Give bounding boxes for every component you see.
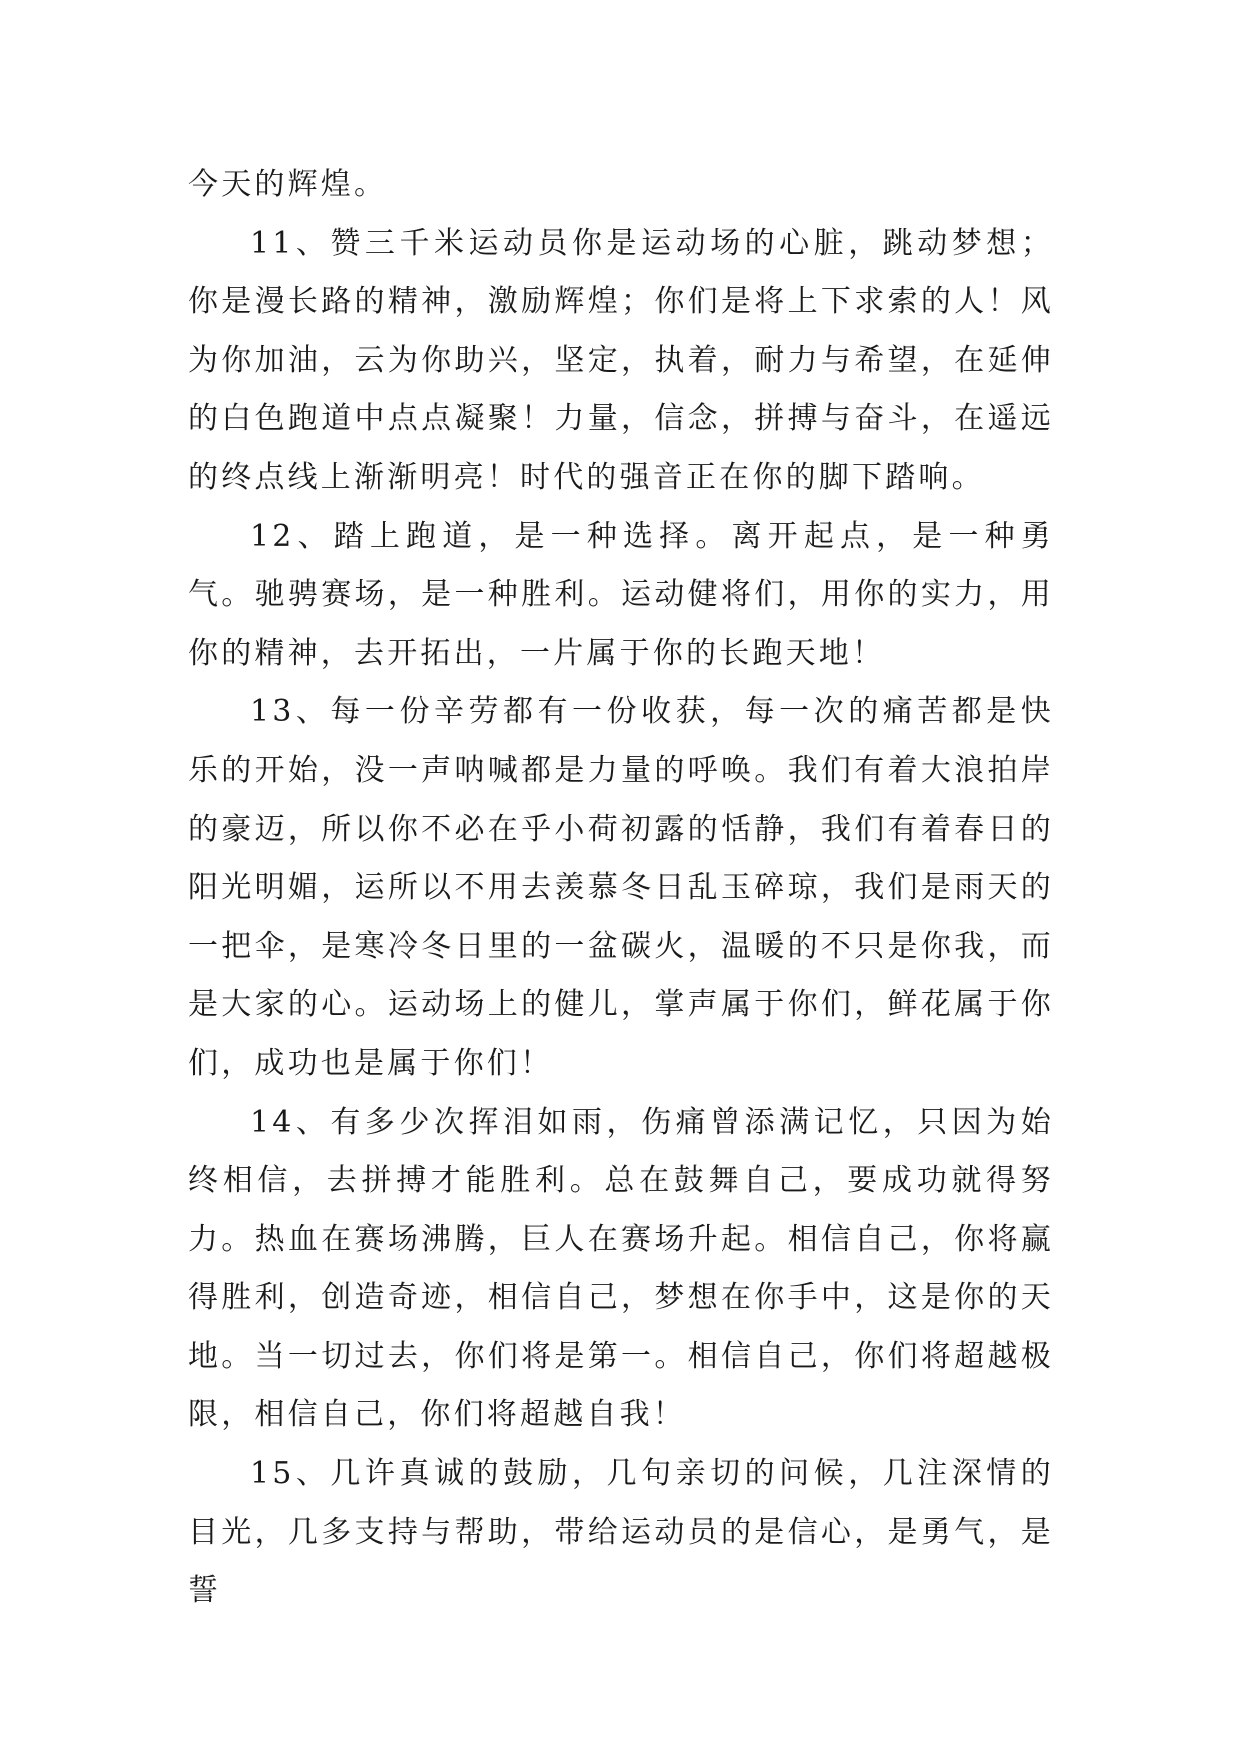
paragraph-11: 11、赞三千米运动员你是运动场的心脏，跳动梦想；你是漫长路的精神，激励辉煌；你们是将上下求索的人！风为你加油，云为你助兴，坚定，执着，耐力与希望，在延伸的白色跑道中点点凝聚！力量，信念，拼搏与奋斗，在遥远的终点线上渐渐明亮！时代的强音正在你的脚下踏响。 bbox=[188, 225, 1054, 495]
paragraph-12: 12、踏上跑道，是一种选择。离开起点，是一种勇气。驰骋赛场，是一种胜利。运动健将们，用你的实力，用你的精神，去开拓出，一片属于你的长跑天地！ bbox=[188, 518, 1054, 671]
document-body bbox=[188, 156, 1054, 1621]
paragraph-13: 13、每一份辛劳都有一份收获，每一次的痛苦都是快乐的开始，没一声呐喊都是力量的呼唤。我们有着大浪拍岸的豪迈，所以你不必在乎小荷初露的恬静，我们有着春日的阳光明媚，运所以不用去羡慕冬日乱玉碎琼，我们是雨天的一把伞，是寒冷冬日里的一盆碳火，温暖的不只是你我，而是大家的心。运动场上的健儿，掌声属于你们，鲜花属于你们，成功也是属于你们！ bbox=[188, 694, 1054, 1081]
paragraph-continued: 今天的辉煌。 bbox=[188, 167, 388, 202]
paragraph-15: 15、几许真诚的鼓励，几句亲切的问候，几注深情的目光，几多支持与帮助，带给运动员的是信心，是勇气，是誓 bbox=[188, 1456, 1054, 1609]
paragraph-14: 14、有多少次挥泪如雨，伤痛曾添满记忆，只因为始终相信，去拼搏才能胜利。总在鼓舞自己，要成功就得努力。热血在赛场沸腾，巨人在赛场升起。相信自己，你将赢得胜利，创造奇迹，相信自己，梦想在你手中，这是你的天地。当一切过去，你们将是第一。相信自己，你们将超越极限，相信自己，你们将超越自我！ bbox=[188, 1104, 1054, 1433]
